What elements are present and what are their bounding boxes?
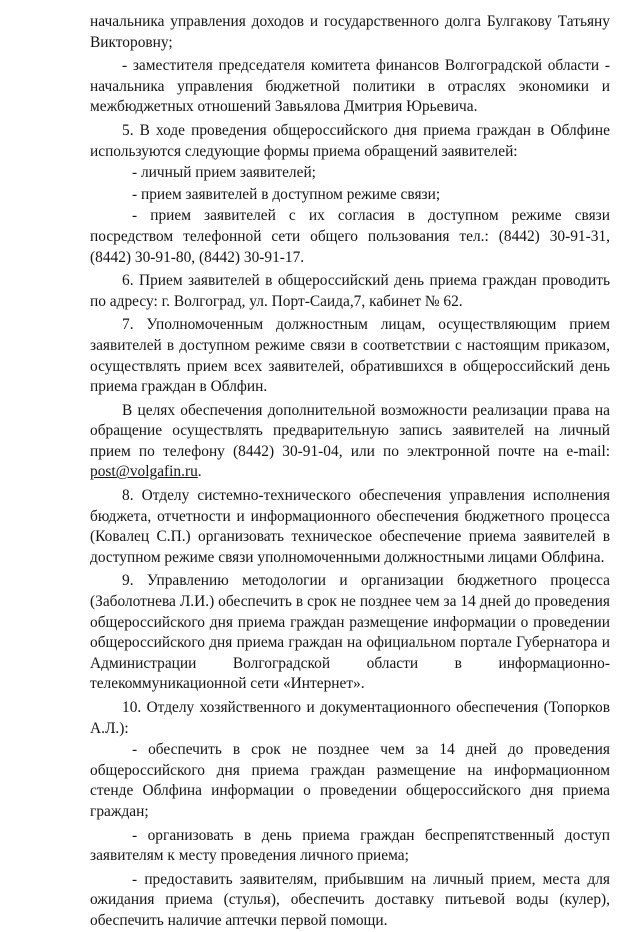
paragraph-zavyalov: - заместителя председателя комитета финансов Волгоградской области - начальника управления бюджетной политики в отраслях экономики и межбюджетных отношений Завьялова Дмитрия Юрьевича. [90, 57, 610, 116]
paragraph-item-6: 6. Прием заявителей в общероссийский день приема граждан проводить по адресу: г. Волгоград, ул. Порт-Саида,7, кабинет № 62. [90, 272, 610, 310]
list-item-access: - организовать в день приема граждан беспрепятственный доступ заявителям к месту проведения личного приема; [90, 826, 610, 865]
paragraph-item-8: 8. Отделу системно-технического обеспечения управления исполнения бюджета, отчетности и информационного обеспечения бюджетного процесса (Ковалец С.П.) организовать техническое обеспечение приема заявителей в доступном режиме связи уполномоченными должностными лицами Облфина. [90, 487, 610, 566]
list-item-remote-reception: - прием заявителей в доступном режиме связи; [132, 185, 441, 203]
email-suffix: . [197, 463, 202, 481]
list-item-phone-reception: - прием заявителей с их согласия в доступном режиме связи посредством телефонной сети общего пользования тел.: (8442) 30-91-31, (8442) 30-91-80, (8442) 30-91-17. [90, 207, 610, 266]
paragraph-bulgakova: начальника управления доходов и государственного долга Булгакову Татьяну Викторовну; [90, 13, 610, 51]
paragraph-item-5: 5. В ходе проведения общероссийского дня приема граждан в Облфине используются следующие формы приема обращений заявителей: [90, 121, 610, 160]
email-link[interactable]: post@volgafin.ru [90, 463, 198, 481]
preregistration-text: В целях обеспечения дополнительной возможности реализации права на обращение осуществлять предварительную запись заявителей на личный прием по телефону (8442) 30-91-04, или по электронной почте на e-mail: [90, 401, 610, 460]
list-item-waiting-place: - предоставить заявителям, прибывшим на личный прием, места для ожидания приема (стулья), обеспечить доставку питьевой воды (кулер), обеспечить наличие аптечки первой помощи. [90, 870, 610, 929]
list-item-personal-reception: - личный прием заявителей; [132, 164, 316, 182]
paragraph-preregistration [90, 401, 610, 483]
paragraph-item-9: 9. Управлению методологии и организации бюджетного процесса (Заболотнева Л.И.) обеспечить в срок не позднее чем за 14 дней до проведения общероссийского дня приема граждан размещение информации о проведении общероссийского дня приема граждан на официальном портале Губернатора и Администрации Волгоградской области в информационно-телекоммуникационной сети «Интернет». [90, 572, 610, 693]
paragraph-item-10: 10. Отделу хозяйственного и документационного обеспечения (Топорков А.Л.): [90, 699, 610, 737]
list-item-info-stand: - обеспечить в срок не позднее чем за 14 дней до проведения общероссийского дня приема граждан размещение на информационном стенде Облфина информации о проведении общероссийского дня приема граждан; [90, 741, 610, 820]
paragraph-item-7: 7. Уполномоченным должностным лицам, осуществляющим прием заявителей в доступном режиме связи в соответствии с настоящим приказом, осуществлять прием всех заявителей, обратившихся в общероссийский день приема граждан в Облфин. [90, 316, 610, 396]
